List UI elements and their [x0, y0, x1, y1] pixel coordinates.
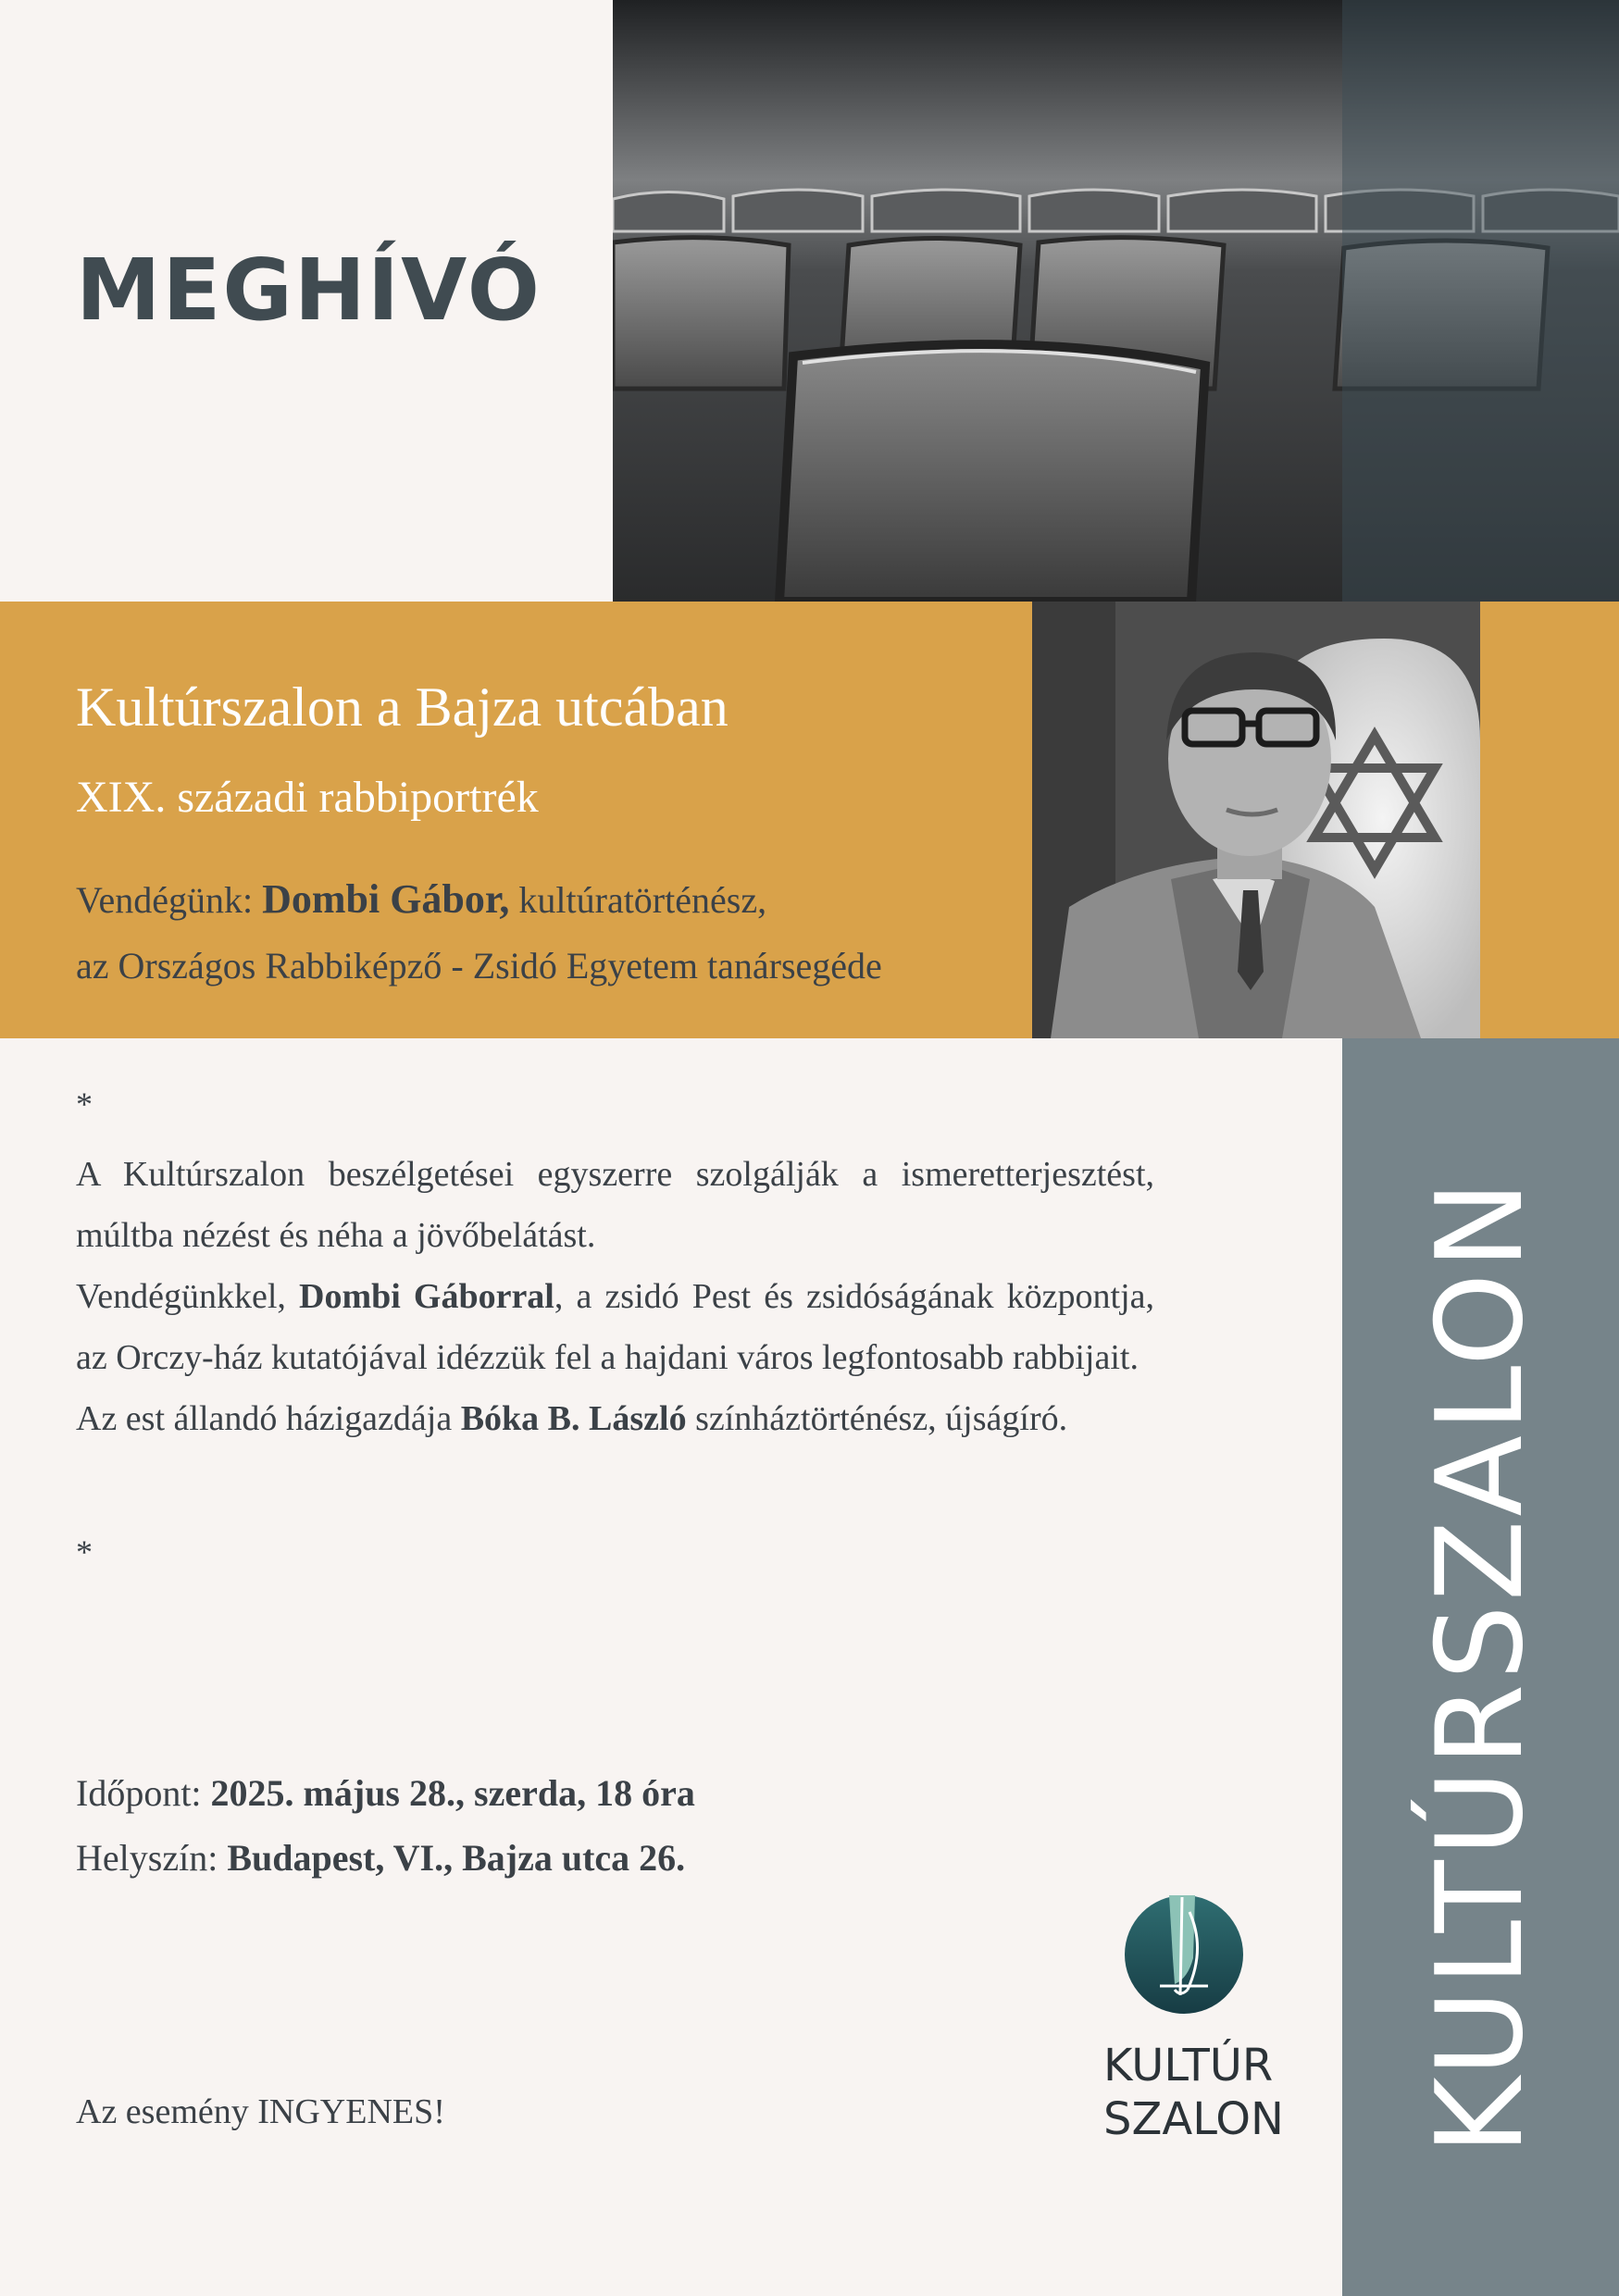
location-value: Budapest, VI., Bajza utca 26.: [227, 1837, 686, 1879]
guest-role: kultúratörténész,: [518, 879, 767, 921]
page-title: MEGHÍVÓ: [76, 241, 542, 340]
guest-name: Dombi Gábor,: [262, 876, 510, 922]
guest-affiliation: az Országos Rabbiképző - Zsidó Egyetem tanársegéde: [76, 945, 882, 987]
logo-text-line-2: SZALON: [1103, 2093, 1284, 2145]
event-location: [76, 1836, 685, 1880]
event-series-title: Kultúrszalon a Bajza utcában: [76, 676, 729, 738]
photo-tint-overlay: [1342, 0, 1619, 602]
guest-label: Vendégünk:: [76, 879, 254, 921]
date-value: 2025. május 28., szerda, 18 óra: [210, 1772, 695, 1814]
event-date: [76, 1771, 695, 1815]
guest-name-inline: Dombi Gáborral: [299, 1277, 554, 1316]
kulturszalon-logo-icon: [1123, 1893, 1245, 2016]
description-paragraph-2: [76, 1266, 1154, 1388]
paragraph-3-text-end: színháztörténész, újságíró.: [686, 1399, 1068, 1438]
event-subtitle: XIX. századi rabbiportrék: [76, 773, 539, 822]
separator-star: *: [76, 1086, 93, 1123]
logo-text-line-1: KULTÚR: [1103, 2040, 1274, 2091]
host-name: Bóka B. László: [460, 1399, 687, 1438]
free-admission-note: Az esemény INGYENES!: [76, 2092, 445, 2131]
guest-line: [76, 875, 766, 923]
guest-portrait-photo: [1032, 602, 1480, 1038]
side-vertical-title: KULTÚRSZALON: [1412, 1176, 1550, 2155]
separator-star: *: [76, 1533, 93, 1570]
description-paragraph-3: [76, 1388, 1154, 1449]
location-label: Helyszín:: [76, 1837, 228, 1879]
paragraph-2-text: Vendégünkkel,: [76, 1277, 299, 1316]
paragraph-3-text: Az est állandó házigazdája: [76, 1399, 461, 1438]
date-label: Időpont:: [76, 1772, 211, 1814]
description-text: [76, 1144, 1154, 1449]
paragraph-2-text-end: , a zsidó Pest és zsidóságának központja, az Orczy-ház kutatójával idézzük fel a hajdani város legfontosabb rabbijait.: [76, 1277, 1154, 1377]
description-paragraph-1: A Kultúrszalon beszélgetései egyszerre szolgálják a ismeretterjesztést, múltba nézést és néha a jövőbelátást.: [76, 1155, 1154, 1255]
